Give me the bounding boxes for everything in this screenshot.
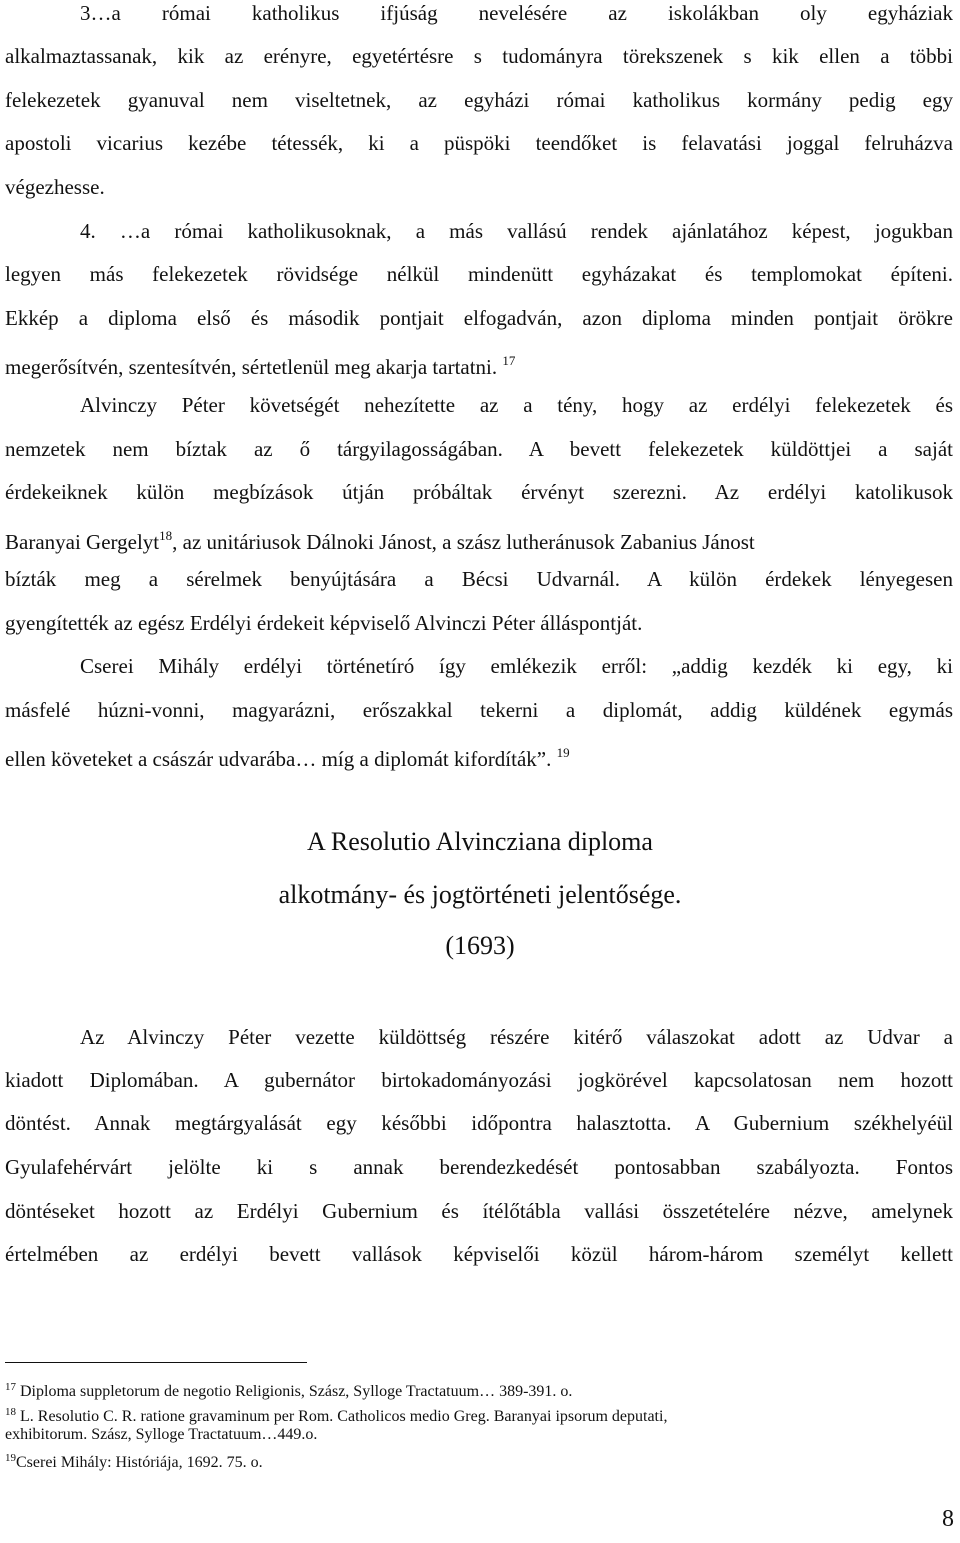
footnote-number: 19 — [5, 1452, 16, 1464]
page-number: 8 — [942, 1506, 954, 1532]
body-line: alkalmaztassanak, kik az erényre, egyetértésre s tudományra törekszenek s kik ellen a többi — [5, 44, 953, 68]
body-line: 3…a római katholikus ifjúság nevelésére az iskolákban oly egyháziak — [80, 1, 953, 25]
body-text: ellen követeket a császár udvarába… míg a diplomát kifordíták”. — [5, 747, 552, 771]
body-text: Baranyai Gergelyt — [5, 530, 160, 554]
footnote-separator — [5, 1362, 307, 1363]
body-line: végezhesse. — [5, 175, 105, 199]
footnote-reference: 19 — [556, 745, 570, 760]
body-line: döntést. Annak megtárgyalását egy későbbi időpontra halasztotta. A Gubernium székhelyéül — [5, 1111, 953, 1135]
footnote-18 — [5, 1402, 953, 1427]
body-line — [5, 740, 953, 772]
body-line: értelmében az erdélyi bevett vallások képviselői közül három-három személyt kellett — [5, 1242, 953, 1266]
body-line: felekezetek gyanuval nem viseltetnek, az egyházi római katholikus kormány pedig egy — [5, 88, 953, 112]
footnote-reference: 18 — [159, 528, 173, 543]
body-line: Ekkép a diploma első és második pontjait elfogadván, azon diploma minden pontjait örökre — [5, 306, 953, 330]
body-line: legyen más felekezetek rövidsége nélkül mindenütt egyházakat és templomokat építeni. — [5, 262, 953, 286]
section-heading-year: (1693) — [445, 931, 515, 960]
body-line: gyengítették az egész Erdélyi érdekeit képviselő Alvinczi Péter álláspontját. — [5, 611, 643, 635]
body-line: Gyulafehérvárt jelölte ki s annak berendezkedését pontosabban szabályozta. Fontos — [5, 1155, 953, 1179]
footnote-text: Cserei Mihály: Históriája, 1692. 75. o. — [16, 1454, 263, 1471]
body-line: érdekeiknek külön megbízások útján próbáltak érvényt szerezni. Az erdélyi katolikusok — [5, 480, 953, 504]
footnote-number: 17 — [5, 1381, 16, 1393]
section-heading-line-1: A Resolutio Alvincziana diploma — [307, 827, 653, 856]
body-line: 4. …a római katholikusoknak, a más vallású rendek ajánlatához képest, jogukban — [80, 219, 953, 243]
footnote-reference: 17 — [502, 353, 516, 368]
footnote-17 — [5, 1377, 953, 1402]
body-line — [5, 348, 953, 380]
body-line: másfelé húzni-vonni, magyarázni, erőszakkal tekerni a diplomát, addig küldének egymás — [5, 698, 953, 722]
body-line: kiadott Diplomában. A gubernátor birtokadományozási jogkörével kapcsolatosan nem hozott — [5, 1068, 953, 1092]
footnote-text: L. Resolutio C. R. ratione gravaminum per Rom. Catholicos medio Greg. Baranyai ipsorum deputati, — [16, 1408, 668, 1425]
footnote-text: Diploma suppletorum de negotio Religionis, Szász, Sylloge Tractatuum… 389-391. o. — [16, 1383, 573, 1400]
body-text: , az unitáriusok Dálnoki Jánost, a szász lutheránusok Zabanius Jánost — [172, 530, 755, 554]
body-line: döntéseket hozott az Erdélyi Gubernium és ítélőtábla vallási összetételére nézve, amelynek — [5, 1199, 953, 1223]
body-text: megerősítvén, szentesítvén, sértetlenül meg akarja tartatni. — [5, 355, 498, 379]
body-line: bízták meg a sérelmek benyújtására a Bécsi Udvarnál. A külön érdekek lényegesen — [5, 567, 953, 591]
footnote-19 — [5, 1448, 953, 1473]
footnote-number: 18 — [5, 1406, 16, 1418]
section-heading-line-2: alkotmány- és jogtörténeti jelentősége. — [278, 880, 682, 909]
body-line: nemzetek nem bíztak az ő tárgyilagosságában. A bevett felekezetek küldöttjei a saját — [5, 437, 953, 461]
footnote-18-continuation: exhibitorum. Szász, Sylloge Tractatuum…449.o. — [5, 1426, 318, 1443]
body-line — [5, 523, 953, 555]
body-line: Az Alvinczy Péter vezette küldöttség részére kitérő válaszokat adott az Udvar a — [80, 1025, 953, 1049]
body-line: apostoli vicarius kezébe tétessék, ki a püspöki teendőket is felavatási joggal felruházva — [5, 131, 953, 155]
body-line: Alvinczy Péter követségét nehezítette az a tény, hogy az erdélyi felekezetek és — [80, 393, 953, 417]
body-line: Cserei Mihály erdélyi történetíró így emlékezik erről: „addig kezdék ki egy, ki — [80, 654, 953, 678]
